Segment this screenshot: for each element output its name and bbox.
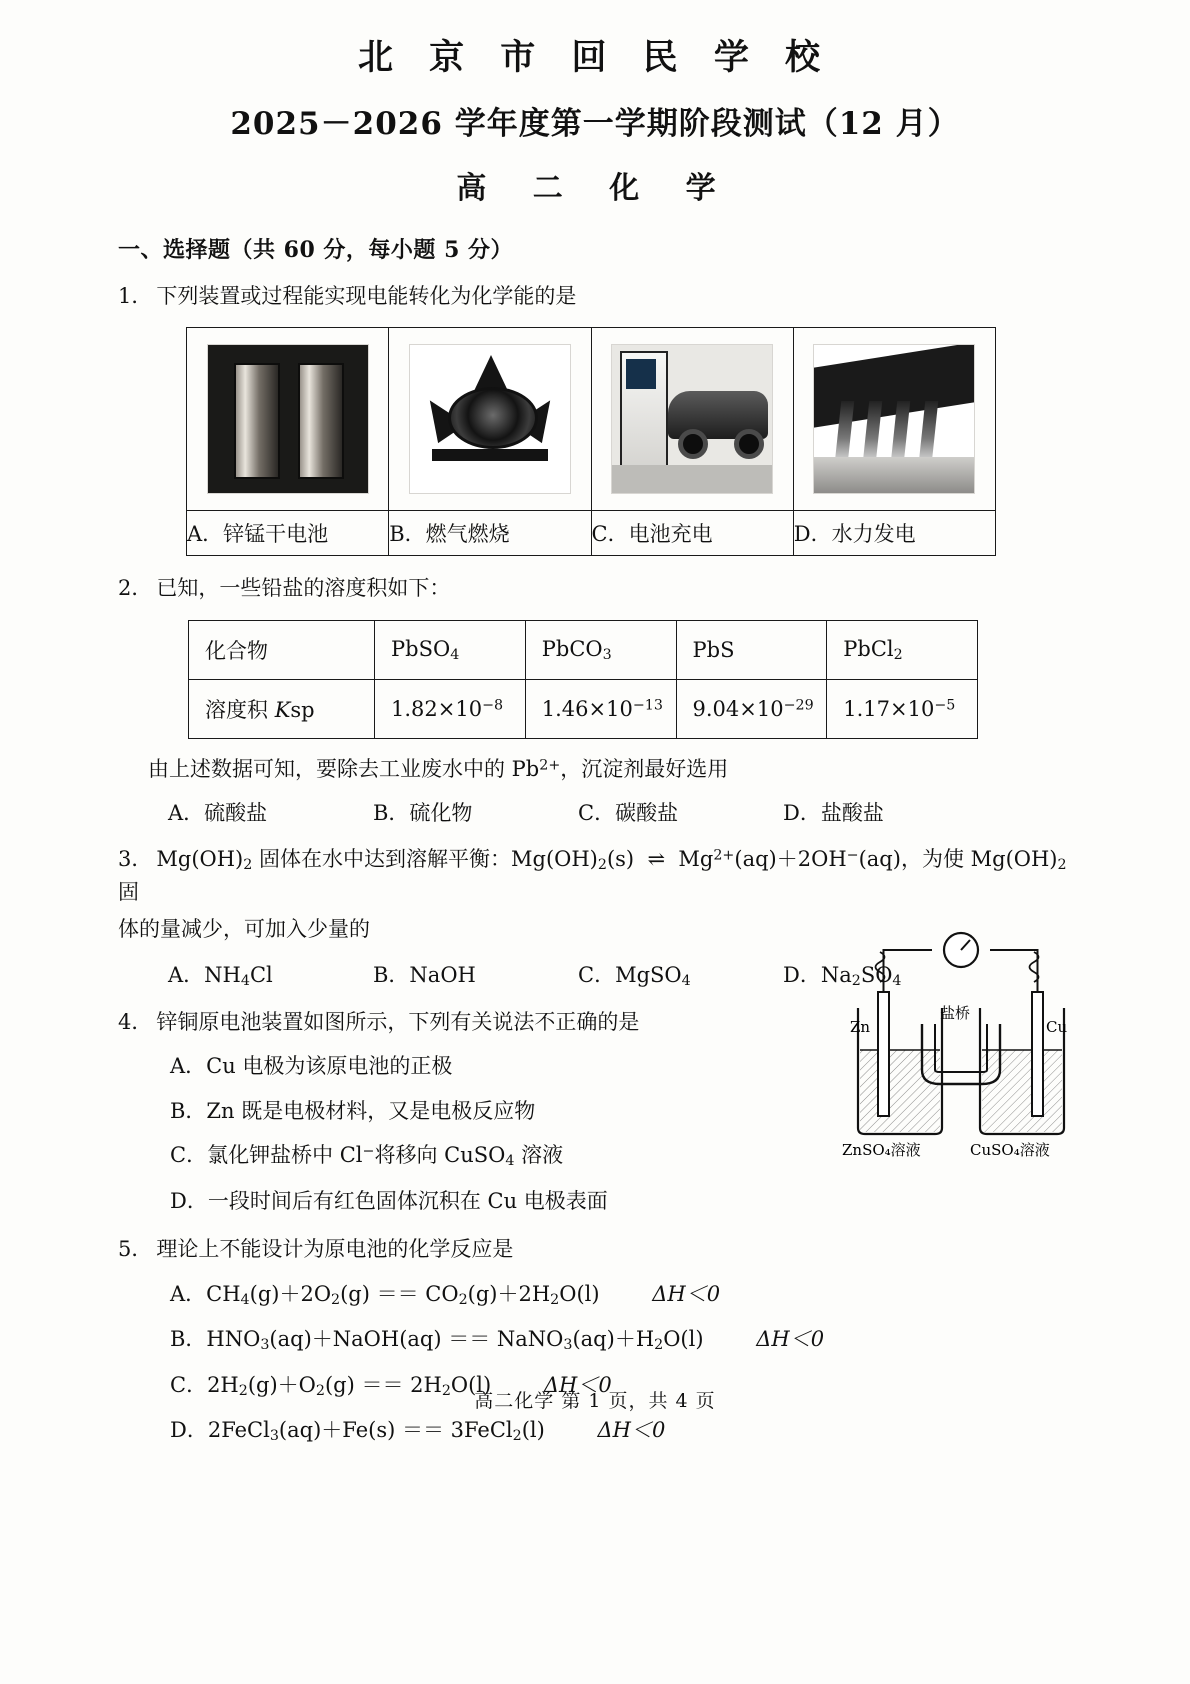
copper-electrode — [1032, 992, 1043, 1116]
option-d-picture-cell[interactable] — [793, 327, 995, 510]
school-title: 北 京 市 回 民 学 校 — [357, 37, 833, 78]
ksp-table-value-row — [189, 680, 978, 739]
question-4-option-a[interactable]: A．Cu 电极为该原电池的正极 — [170, 1054, 453, 1079]
hydro-dam-photo — [813, 344, 975, 494]
question-5-option-b[interactable]: B．$HNO_3(aq)+NaOH(aq)$ ＝＝ $NaNO_3(aq)+H_2O(l)$ ΔH＜0 — [118, 1324, 1090, 1357]
question-3-text-line2: 体的量减少，可加入少量的 — [118, 916, 370, 941]
section-heading: 一、选择题（共 60 分，每小题 5 分） — [118, 237, 514, 263]
question-2-option-c[interactable]: C．碳酸盐 — [578, 801, 679, 826]
question-4-option-d[interactable]: D．一段时间后有红色固体沉积在 Cu 电极表面 — [170, 1188, 608, 1213]
option-c-picture-cell[interactable] — [591, 327, 793, 510]
question-1-options-table — [186, 327, 996, 556]
ksp-value-4: $1.17\times 10^{-5}$ — [827, 680, 978, 739]
question-2-text: 已知，一些铅盐的溶度积如下： — [156, 575, 451, 600]
question-4-option-c[interactable]: C．氯化钾盐桥中 Cl−将移向 CuSO$_4$ 溶液 — [170, 1143, 564, 1170]
question-3-stem — [118, 843, 1090, 909]
caption-row — [187, 510, 996, 555]
question-5-option-a[interactable]: A．$CH_4(g)+2O_2(g) == CO_2(g)+2H_2O(l)$ ΔH＜0 — [118, 1279, 1090, 1312]
page-footer: 高二化学 第 1 页，共 4 页 — [474, 1390, 716, 1412]
option-a-picture-cell[interactable] — [187, 327, 389, 510]
option-d-caption[interactable]: D．水力发电 — [793, 510, 995, 555]
question-3-option-b[interactable]: B．NaOH — [373, 963, 476, 988]
question-4-option-b[interactable]: B．Zn 既是电极材料，又是电极反应物 — [170, 1098, 536, 1123]
question-2-ksp-table — [188, 620, 978, 739]
question-2-option-d[interactable]: D．盐酸盐 — [783, 801, 884, 826]
question-3-option-a[interactable]: A．$NH_4Cl$ — [168, 963, 273, 990]
question-2-option-b[interactable]: B．硫化物 — [373, 801, 473, 826]
left-solution-label: ZnSO₄溶液 — [842, 1141, 921, 1159]
question-2-number: 2． — [118, 575, 153, 600]
question-2-option-a[interactable]: A．硫酸盐 — [168, 801, 268, 826]
gas-flame-photo — [409, 344, 571, 494]
dry-cell-battery-photo — [207, 344, 369, 494]
question-5-text: 理论上不能设计为原电池的化学反应是 — [156, 1237, 514, 1262]
question-5-stem — [118, 1233, 1090, 1266]
ksp-compound-3: PbS — [676, 621, 827, 680]
question-3-number: 3． — [118, 847, 153, 872]
question-2-after-table: 由上述数据可知，要除去工业废水中的 $Pb^{2+}$，沉淀剂最好选用 — [148, 757, 729, 782]
question-5-option-b-enthalpy: ΔH＜0 — [756, 1327, 825, 1352]
exam-content — [0, 233, 1190, 1448]
question-5-option-c[interactable]: C．$2H_2(g)+O_2(g) == 2H_2O(l)$ ΔH＜0 — [118, 1370, 1090, 1403]
question-4-text: 锌铜原电池装置如图所示，下列有关说法不正确的是 — [156, 1009, 640, 1034]
question-3-option-d[interactable]: D．$Na_2SO_4$ — [783, 963, 902, 990]
zinc-copper-galvanic-cell-figure — [840, 920, 1090, 1160]
option-b-caption[interactable]: B．燃气燃烧 — [389, 510, 591, 555]
ksp-compound-1: PbSO$_4$ — [375, 621, 526, 680]
copper-electrode-label: Cu — [1046, 1018, 1068, 1036]
question-3-option-c[interactable]: C．MgSO$_4$ — [578, 963, 691, 990]
picture-row — [187, 327, 996, 510]
question-5-option-a-enthalpy: ΔH＜0 — [652, 1281, 721, 1306]
right-solution-label: CuSO₄溶液 — [970, 1141, 1050, 1159]
ksp-compound-4: PbCl$_2$ — [827, 621, 978, 680]
question-5-option-d[interactable]: D．2FeCl$_3$(aq)＋Fe(s) ＝＝ 3FeCl$_2$(l) ΔH＜0 — [118, 1415, 1090, 1448]
option-b-picture-cell[interactable] — [389, 327, 591, 510]
question-1-number: 1． — [118, 284, 153, 308]
option-c-caption[interactable]: C．电池充电 — [591, 510, 793, 555]
question-3-text-line1: $Mg(OH)_2$ 固体在水中达到溶解平衡：$Mg(OH)_2(s)$ ⇌ $Mg^{2+}(aq)+2OH^-(aq)$，为使 $Mg(OH)_2$ 固 — [118, 847, 1067, 905]
question-5-number: 5． — [118, 1237, 153, 1262]
zinc-electrode-label: Zn — [850, 1018, 871, 1036]
question-5-option-c-enthalpy: ΔH＜0 — [543, 1372, 612, 1397]
salt-bridge-label: 盐桥 — [940, 1004, 971, 1022]
ksp-value-1: $1.82\times 10^{-8}$ — [375, 680, 526, 739]
zinc-electrode — [878, 992, 889, 1116]
question-4-number: 4． — [118, 1009, 153, 1034]
ksp-row-header-value: 溶度积 Ksp — [189, 680, 375, 739]
question-2-options — [118, 797, 1090, 827]
ksp-compound-2: PbCO$_3$ — [525, 621, 676, 680]
subject-title: 高 二 化 学 — [456, 171, 734, 206]
ksp-row-header-compound: 化合物 — [189, 621, 375, 680]
exam-title: 2025－2026 学年度第一学期阶段测试（12 月） — [230, 106, 960, 142]
option-a-caption[interactable]: A．锌锰干电池 — [187, 510, 389, 555]
question-1-text: 下列装置或过程能实现电能转化为化学能的是 — [156, 284, 577, 308]
ksp-value-2: $1.46\times 10^{-13}$ — [525, 680, 676, 739]
ksp-table-header-row — [189, 621, 978, 680]
question-1-stem — [118, 280, 1090, 313]
question-5-option-d-enthalpy: ΔH＜0 — [597, 1418, 666, 1443]
ksp-value-3: $9.04\times 10^{-29}$ — [676, 680, 827, 739]
ev-charging-photo — [611, 344, 773, 494]
question-2-stem — [118, 572, 1090, 605]
